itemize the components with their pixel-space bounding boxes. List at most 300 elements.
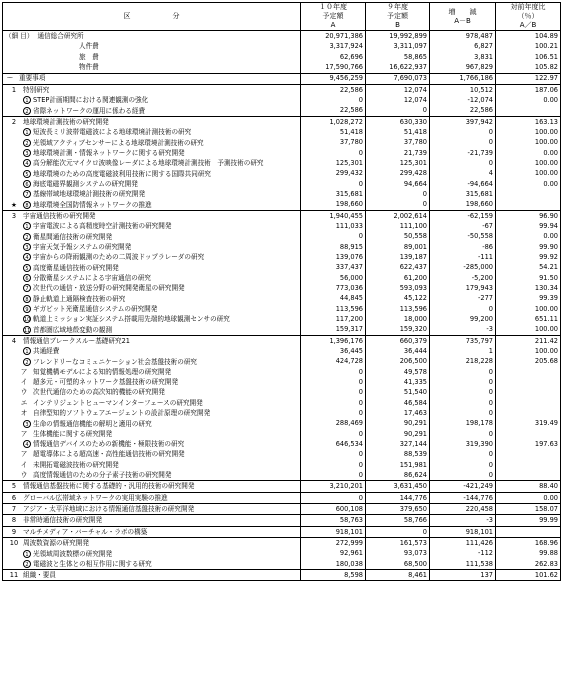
fy10-amount-cell: 92,961 — [301, 548, 366, 558]
row-label-cell — [3, 95, 301, 105]
fy10-amount-cell: 0 — [301, 398, 366, 408]
difference-cell: 319,390 — [430, 439, 496, 449]
ratio-cell: 122.97 — [496, 73, 561, 84]
fy9-amount-cell: 0 — [366, 526, 430, 537]
table-row — [3, 559, 561, 570]
row-prefix: ★ — [11, 200, 17, 209]
ratio-cell: 100.00 — [496, 324, 561, 335]
difference-cell: 22,586 — [430, 106, 496, 117]
fy10-amount-cell: 0 — [301, 460, 366, 470]
ratio-cell: 205.68 — [496, 356, 561, 366]
header-section: 区 分 — [3, 3, 301, 31]
fy10-amount-cell: 0 — [301, 387, 366, 397]
ratio-cell — [496, 387, 561, 397]
difference-cell: 0 — [430, 449, 496, 459]
difference-cell: 218,228 — [430, 356, 496, 366]
table-row — [3, 263, 561, 273]
row-prefix: 3 — [11, 211, 17, 220]
row-label-cell — [3, 449, 301, 459]
item-number-circle: 5 — [23, 170, 31, 178]
table-row — [3, 504, 561, 515]
item-number-circle: 3 — [23, 420, 31, 428]
item-number-circle: 1 — [23, 128, 31, 136]
fy10-amount-cell: 773,036 — [301, 283, 366, 293]
ratio-cell: 88.40 — [496, 481, 561, 492]
row-label-cell — [3, 367, 301, 377]
fy10-amount-cell: 0 — [301, 470, 366, 481]
row-label: 軌道上ミッション実証システム搭載用先端的地球観測センサの研究 — [33, 315, 230, 324]
ratio-cell: 0.00 — [496, 232, 561, 242]
fy10-amount-cell: 0 — [301, 429, 366, 439]
header-fy9: ９年度 予定額 B — [366, 3, 430, 31]
fy9-amount-cell: 0 — [366, 106, 430, 117]
difference-cell: 0 — [430, 304, 496, 314]
row-label: 知覚機構モデルによる知的情報処理の研究開発 — [33, 367, 172, 376]
item-number-circle: 3 — [23, 149, 31, 157]
row-label-cell — [3, 314, 301, 324]
fy9-amount-cell: 61,200 — [366, 273, 430, 283]
fy10-amount-cell: 8,598 — [301, 570, 366, 581]
fy10-amount-cell: 0 — [301, 449, 366, 459]
fy9-amount-cell: 49,578 — [366, 367, 430, 377]
header-diff: 増 減 A－B — [430, 3, 496, 31]
ratio-cell: 99.92 — [496, 252, 561, 262]
fy10-amount-cell: 0 — [301, 377, 366, 387]
table-row — [3, 148, 561, 158]
difference-cell: 918,101 — [430, 526, 496, 537]
row-label-cell — [3, 232, 301, 242]
row-prefix: ウ — [20, 470, 28, 479]
row-label-cell — [3, 548, 301, 558]
table-row — [3, 304, 561, 314]
difference-cell: -112 — [430, 548, 496, 558]
ratio-cell: 99.88 — [496, 548, 561, 558]
table-row — [3, 398, 561, 408]
fy9-amount-cell: 50,558 — [366, 232, 430, 242]
table-row — [3, 526, 561, 537]
table-row — [3, 387, 561, 397]
row-label: 物件費 — [79, 63, 99, 72]
difference-cell: -86 — [430, 242, 496, 252]
row-label: 生命の情報通信機能の解明と適用の研究 — [33, 419, 152, 428]
fy9-amount-cell: 94,664 — [366, 179, 430, 189]
ratio-cell: 99.94 — [496, 221, 561, 231]
row-label: 短波長ミリ波帯電磁波による地球環境計測技術の研究 — [33, 128, 192, 137]
row-label: 首都圏広域地殻変動の観測 — [33, 325, 113, 334]
difference-cell: -277 — [430, 293, 496, 303]
row-label: 衛星間通信技術の研究開発 — [33, 232, 113, 241]
ratio-cell: 101.62 — [496, 570, 561, 581]
ratio-cell: 262.83 — [496, 559, 561, 570]
row-label-cell — [3, 179, 301, 189]
difference-cell: 0 — [430, 367, 496, 377]
fy9-amount-cell: 19,992,899 — [366, 31, 430, 42]
row-label-cell — [3, 439, 301, 449]
row-label: 次世代通信のための高次知的機能の研究開発 — [33, 388, 165, 397]
difference-cell: 967,829 — [430, 62, 496, 73]
item-number-circle: 6 — [23, 274, 31, 282]
fy10-amount-cell: 62,696 — [301, 52, 366, 62]
table-row — [3, 515, 561, 526]
row-label: マルチメディア・バーチャル・ラボの構築 — [23, 527, 148, 536]
difference-cell: 0 — [430, 138, 496, 148]
row-label: 周波数資源の研究開発 — [23, 538, 89, 547]
fy9-amount-cell: 90,291 — [366, 418, 430, 428]
item-number-circle: 4 — [23, 159, 31, 167]
difference-cell: -62,159 — [430, 210, 496, 221]
fy10-amount-cell: 88,915 — [301, 242, 366, 252]
row-prefix: 9 — [11, 527, 17, 536]
difference-cell: 3,831 — [430, 52, 496, 62]
row-label-cell — [3, 538, 301, 549]
ratio-cell: 319.49 — [496, 418, 561, 428]
difference-cell: 99,200 — [430, 314, 496, 324]
item-number-circle: 1 — [23, 96, 31, 104]
fy10-amount-cell: 3,210,201 — [301, 481, 366, 492]
table-row — [3, 418, 561, 428]
row-prefix: 11 — [9, 570, 19, 579]
fy9-amount-cell: 327,144 — [366, 439, 430, 449]
table-row — [3, 481, 561, 492]
difference-cell: 397,942 — [430, 116, 496, 127]
difference-cell: -12,074 — [430, 95, 496, 105]
item-number-circle: 4 — [23, 440, 31, 448]
row-label-cell — [3, 127, 301, 137]
item-number-circle: 2 — [23, 358, 31, 366]
ratio-cell: 100.00 — [496, 138, 561, 148]
row-prefix: エ — [20, 398, 28, 407]
row-prefix: イ — [20, 377, 28, 386]
item-number-circle: 2 — [23, 139, 31, 147]
ratio-cell: 100.00 — [496, 127, 561, 137]
row-label-cell — [3, 148, 301, 158]
fy9-amount-cell: 7,690,073 — [366, 73, 430, 84]
fy9-amount-cell: 41,335 — [366, 377, 430, 387]
row-label: 省際ネットワークの運用に係わる経費 — [33, 106, 146, 115]
ratio-cell: 100.00 — [496, 158, 561, 168]
row-prefix: ー — [6, 74, 14, 83]
table-row — [3, 335, 561, 346]
row-label: 基線帯域地球環境計測技術の研究開発 — [33, 190, 146, 199]
ratio-cell: 100.00 — [496, 169, 561, 179]
row-label-cell — [3, 429, 301, 439]
table-row — [3, 408, 561, 418]
fy10-amount-cell: 0 — [301, 148, 366, 158]
ratio-cell: 99.90 — [496, 242, 561, 252]
row-label: 宇宙電波による高精度時空計測技術の研究開発 — [33, 222, 172, 231]
table-row — [3, 367, 561, 377]
table-row — [3, 356, 561, 366]
row-label: 自律型知的ソフトウェアエージェントの設計原理の研究開発 — [33, 408, 211, 417]
row-label-cell — [3, 387, 301, 397]
fy10-amount-cell: 0 — [301, 95, 366, 105]
fy9-amount-cell: 17,463 — [366, 408, 430, 418]
header-fy10: １０年度 予定額 A — [301, 3, 366, 31]
row-label: 重要事項 — [19, 74, 46, 83]
row-label-cell — [3, 460, 301, 470]
ratio-cell: 54.21 — [496, 263, 561, 273]
row-label-cell — [3, 515, 301, 526]
item-number-circle: 8 — [23, 295, 31, 303]
fy9-amount-cell: 0 — [366, 189, 430, 199]
ratio-cell — [496, 449, 561, 459]
table-row — [3, 570, 561, 581]
row-label-cell — [3, 221, 301, 231]
difference-cell: -50,558 — [430, 232, 496, 242]
fy10-amount-cell: 159,317 — [301, 324, 366, 335]
table-row — [3, 377, 561, 387]
ratio-cell — [496, 408, 561, 418]
row-label: 高分解能次元マイクロ波映像レーダによる地球環境計測技術 予測技術の研究 — [33, 159, 264, 168]
fy9-amount-cell: 0 — [366, 200, 430, 211]
table-row — [3, 449, 561, 459]
difference-cell: 220,458 — [430, 504, 496, 515]
row-label: 生体機能に関する研究開発 — [33, 429, 113, 438]
item-number-circle: 10 — [24, 317, 31, 324]
table-row — [3, 293, 561, 303]
row-label: 電磁波と生体との相互作用に関する研究 — [33, 559, 152, 568]
row-label-cell — [3, 52, 301, 62]
fy9-amount-cell: 144,776 — [366, 492, 430, 503]
table-row — [3, 346, 561, 356]
fy9-amount-cell: 36,444 — [366, 346, 430, 356]
fy9-amount-cell: 16,622,937 — [366, 62, 430, 73]
header-row — [3, 3, 561, 31]
ratio-cell: 100.21 — [496, 42, 561, 52]
row-prefix: （細 目） — [5, 32, 34, 41]
item-number-circle: 4 — [23, 253, 31, 261]
fy10-amount-cell: 125,301 — [301, 158, 366, 168]
fy10-amount-cell: 1,940,455 — [301, 210, 366, 221]
fy9-amount-cell: 46,584 — [366, 398, 430, 408]
row-label-cell — [3, 84, 301, 95]
difference-cell: 6,827 — [430, 42, 496, 52]
fy9-amount-cell: 12,074 — [366, 84, 430, 95]
fy10-amount-cell: 1,028,272 — [301, 116, 366, 127]
ratio-cell: 651.11 — [496, 314, 561, 324]
table-row — [3, 95, 561, 105]
difference-cell: 0 — [430, 377, 496, 387]
ratio-cell: 197.63 — [496, 439, 561, 449]
row-label-cell — [3, 559, 301, 570]
ratio-cell: 0.00 — [496, 179, 561, 189]
ratio-cell — [496, 429, 561, 439]
ratio-cell — [496, 398, 561, 408]
ratio-cell: 91.50 — [496, 273, 561, 283]
row-prefix: 8 — [11, 516, 17, 525]
fy10-amount-cell: 0 — [301, 232, 366, 242]
difference-cell: -144,776 — [430, 492, 496, 503]
difference-cell: 0 — [430, 158, 496, 168]
fy10-amount-cell: 56,000 — [301, 273, 366, 283]
difference-cell: 137 — [430, 570, 496, 581]
difference-cell: 735,797 — [430, 335, 496, 346]
row-label-cell — [3, 526, 301, 537]
fy10-amount-cell: 180,038 — [301, 559, 366, 570]
fy10-amount-cell: 600,108 — [301, 504, 366, 515]
ratio-cell — [496, 367, 561, 377]
difference-cell: -21,739 — [430, 148, 496, 158]
fy10-amount-cell: 113,596 — [301, 304, 366, 314]
fy9-amount-cell: 139,187 — [366, 252, 430, 262]
difference-cell: 10,512 — [430, 84, 496, 95]
item-number-circle: 11 — [24, 327, 31, 334]
row-prefix: ア — [20, 450, 28, 459]
row-prefix: オ — [20, 408, 28, 417]
difference-cell: 198,178 — [430, 418, 496, 428]
fy9-amount-cell: 125,301 — [366, 158, 430, 168]
difference-cell: 198,660 — [430, 200, 496, 211]
ratio-cell: 104.89 — [496, 31, 561, 42]
row-label-cell — [3, 200, 301, 211]
row-label-cell — [3, 31, 301, 42]
row-prefix: ウ — [20, 388, 28, 397]
row-label-cell — [3, 481, 301, 492]
row-prefix: 10 — [9, 538, 19, 547]
fy9-amount-cell: 151,981 — [366, 460, 430, 470]
row-label: 非常時通信技術の研究開発 — [23, 516, 103, 525]
fy9-amount-cell: 12,074 — [366, 95, 430, 105]
row-label: フレンドリーなコミュニケーション社会基盤技術の研究 — [33, 357, 198, 366]
ratio-cell: 158.07 — [496, 504, 561, 515]
row-label-cell — [3, 73, 301, 84]
row-label: 通信総合研究所 — [37, 32, 84, 41]
fy10-amount-cell: 0 — [301, 179, 366, 189]
table-row — [3, 232, 561, 242]
fy9-amount-cell: 299,428 — [366, 169, 430, 179]
fy10-amount-cell: 9,456,259 — [301, 73, 366, 84]
table-row — [3, 62, 561, 73]
ratio-cell: 211.42 — [496, 335, 561, 346]
table-row — [3, 42, 561, 52]
row-label-cell — [3, 42, 301, 52]
ratio-cell: 99.99 — [496, 515, 561, 526]
fy10-amount-cell: 272,999 — [301, 538, 366, 549]
budget-table — [2, 2, 561, 581]
difference-cell: -111 — [430, 252, 496, 262]
row-label: 情報通信ブレークスルー基礎研究21 — [23, 336, 130, 345]
row-label-cell — [3, 189, 301, 199]
row-label: 情報通信基盤技術に関する基礎的・汎用的技術の研究開発 — [23, 482, 195, 491]
fy10-amount-cell: 424,728 — [301, 356, 366, 366]
item-number-circle: 5 — [23, 264, 31, 272]
row-label: 宇宙天気予報システムの研究開発 — [33, 243, 132, 251]
item-number-circle: 7 — [23, 190, 31, 198]
row-label-cell — [3, 169, 301, 179]
fy9-amount-cell: 89,001 — [366, 242, 430, 252]
row-label: 次世代の通信・放送分野の研究開発衛星の研究開発 — [33, 284, 185, 293]
table-row — [3, 324, 561, 335]
difference-cell: 0 — [430, 398, 496, 408]
item-number-circle: 1 — [23, 550, 31, 558]
row-label-cell — [3, 273, 301, 283]
row-label: 静止軌道上通隔検査技術の研究 — [33, 294, 126, 303]
row-prefix: 7 — [11, 504, 17, 513]
difference-cell: 1 — [430, 346, 496, 356]
difference-cell: -67 — [430, 221, 496, 231]
fy9-amount-cell: 45,122 — [366, 293, 430, 303]
row-label: 宇宙通信技術の研究開発 — [23, 211, 96, 220]
difference-cell: 315,681 — [430, 189, 496, 199]
row-label: 旅 費 — [79, 52, 99, 61]
table-row — [3, 470, 561, 481]
row-label-cell — [3, 356, 301, 366]
row-label: 地球環境全国防情報ネットワークの推進 — [33, 200, 152, 209]
fy10-amount-cell: 111,033 — [301, 221, 366, 231]
row-label-cell — [3, 492, 301, 503]
row-label: 地球環境計測技術の研究開発 — [23, 117, 109, 126]
fy10-amount-cell: 139,076 — [301, 252, 366, 262]
fy10-amount-cell: 37,780 — [301, 138, 366, 148]
fy9-amount-cell: 630,330 — [366, 116, 430, 127]
row-label-cell — [3, 283, 301, 293]
row-prefix: ア — [20, 367, 28, 376]
difference-cell: -285,000 — [430, 263, 496, 273]
fy10-amount-cell: 315,681 — [301, 189, 366, 199]
difference-cell: 978,487 — [430, 31, 496, 42]
ratio-cell — [496, 460, 561, 470]
fy9-amount-cell: 3,311,097 — [366, 42, 430, 52]
table-row — [3, 221, 561, 231]
ratio-cell: 106.51 — [496, 52, 561, 62]
fy9-amount-cell: 88,539 — [366, 449, 430, 459]
row-label-cell — [3, 418, 301, 428]
difference-cell: 1,766,186 — [430, 73, 496, 84]
fy9-amount-cell: 379,650 — [366, 504, 430, 515]
difference-cell: 0 — [430, 429, 496, 439]
row-prefix: イ — [20, 460, 28, 469]
row-label-cell — [3, 504, 301, 515]
fy10-amount-cell: 117,200 — [301, 314, 366, 324]
table-row — [3, 242, 561, 252]
fy9-amount-cell: 161,573 — [366, 538, 430, 549]
fy10-amount-cell: 918,101 — [301, 526, 366, 537]
fy10-amount-cell: 20,971,386 — [301, 31, 366, 42]
fy9-amount-cell: 93,073 — [366, 548, 430, 558]
difference-cell: 0 — [430, 470, 496, 481]
difference-cell: 111,538 — [430, 559, 496, 570]
fy9-amount-cell: 58,766 — [366, 515, 430, 526]
fy10-amount-cell: 44,845 — [301, 293, 366, 303]
fy9-amount-cell: 51,540 — [366, 387, 430, 397]
table-row — [3, 492, 561, 503]
fy10-amount-cell: 51,418 — [301, 127, 366, 137]
row-label: ギガビット光衛星通信システムの研究開発 — [33, 304, 158, 313]
item-number-circle: 6 — [23, 180, 31, 188]
row-label: 高度衛星通信技術の研究開発 — [33, 263, 119, 272]
ratio-cell: 0.00 — [496, 492, 561, 503]
fy10-amount-cell: 646,534 — [301, 439, 366, 449]
table-row — [3, 138, 561, 148]
row-label: 共通経費 — [33, 347, 60, 356]
item-number-circle: 8 — [23, 201, 31, 209]
fy10-amount-cell: 0 — [301, 367, 366, 377]
table-row — [3, 106, 561, 117]
row-label-cell — [3, 335, 301, 346]
fy9-amount-cell: 37,780 — [366, 138, 430, 148]
row-label-cell — [3, 252, 301, 262]
row-label-cell — [3, 346, 301, 356]
row-label: 地球環境のための高度電磁波利用技術に関する国際共同研究 — [33, 169, 212, 178]
fy10-amount-cell: 0 — [301, 408, 366, 418]
row-label-cell — [3, 263, 301, 273]
row-label: 超多元・可塑的ネットワーク基盤技術の研究開発 — [33, 377, 179, 386]
fy10-amount-cell: 299,432 — [301, 169, 366, 179]
fy9-amount-cell: 113,596 — [366, 304, 430, 314]
ratio-cell: 105.82 — [496, 62, 561, 73]
table-row — [3, 189, 561, 199]
row-label: STEP計画期間における関連観測の強化 — [33, 96, 149, 105]
